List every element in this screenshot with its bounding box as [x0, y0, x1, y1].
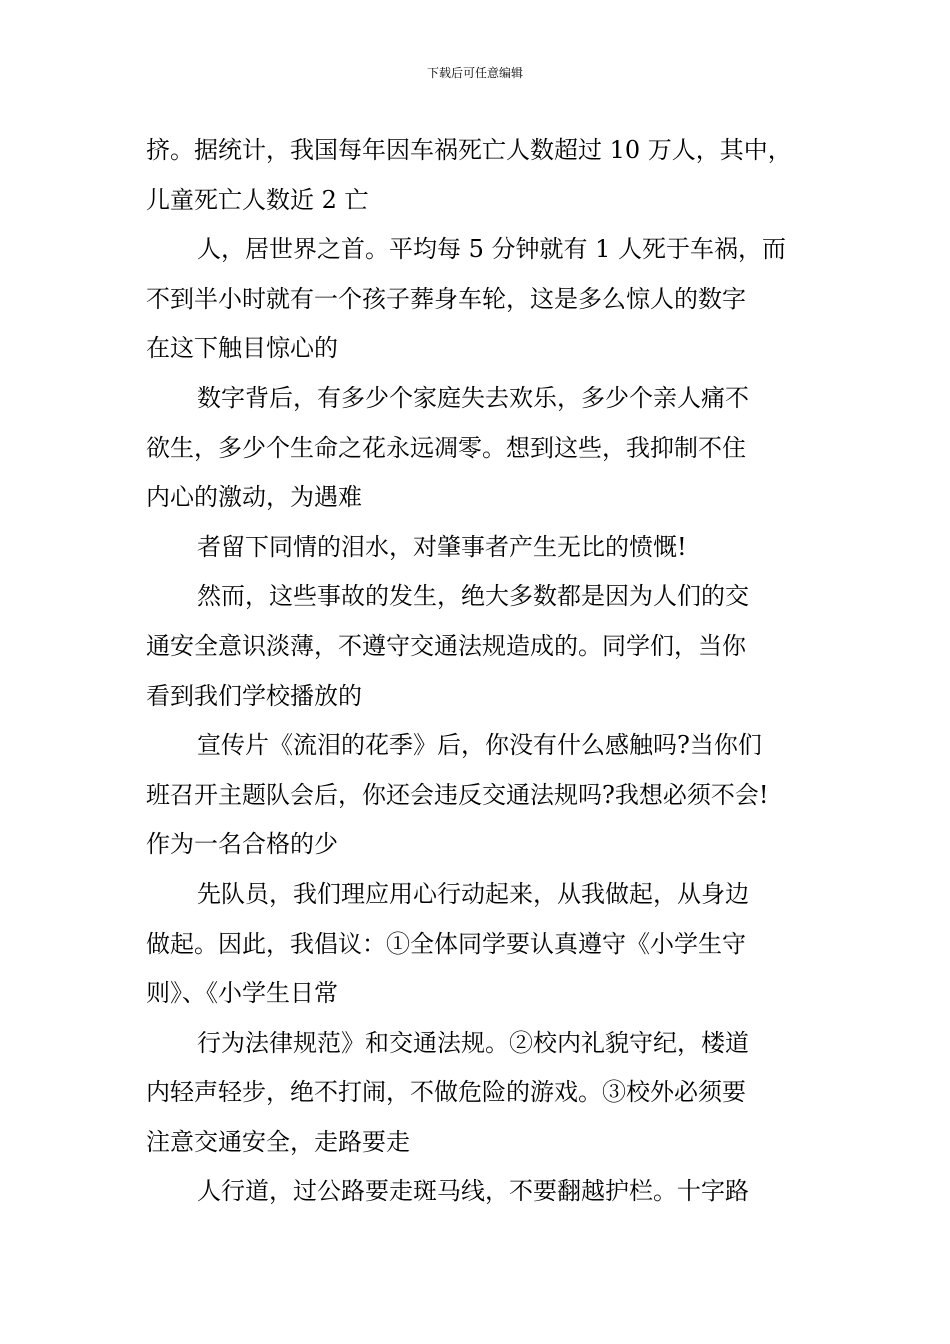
text-line: 注意交通安全，走路要走 — [146, 1127, 410, 1156]
text-line: 班召开主题队会后，你还会违反交通法规吗?我想必须不会! — [146, 780, 769, 809]
text-line: 行为法律规范》和交通法规。②校内礼貌守纪，楼道 — [197, 1028, 749, 1057]
text-line: 则》、《小学生日常 — [146, 979, 338, 1008]
page-header: 下载后可任意编辑 — [426, 66, 523, 80]
text-line: 者留下同情的泪水，对肇事者产生无比的愤慨! — [197, 532, 687, 561]
text-line: 内心的激动，为遇难 — [146, 483, 362, 512]
text-line: 宣传片《流泪的花季》后，你没有什么感触吗?当你们 — [197, 731, 762, 760]
document-body — [146, 126, 816, 1217]
text-line: 挤。据统计，我国每年因车祸死亡人数超过 10 万人，其中， — [146, 136, 792, 164]
text-line: 先队员，我们理应用心行动起来，从我做起，从身边 — [197, 879, 749, 908]
text-line: 然而，这些事故的发生，绝大多数都是因为人们的交 — [197, 582, 749, 611]
text-line: 欲生，多少个生命之花永远凋零。想到这些，我抑制不住 — [146, 433, 746, 462]
text-line: 数字背后，有多少个家庭失去欢乐，多少个亲人痛不 — [197, 383, 749, 412]
text-line: 通安全意识淡薄，不遵守交通法规造成的。同学们，当你 — [146, 631, 746, 660]
text-line: 儿童死亡人数近 2 亡 — [146, 185, 369, 214]
text-line: 不到半小时就有一个孩子葬身车轮，这是多么惊人的数字 — [146, 284, 746, 313]
text-line: 看到我们学校播放的 — [146, 681, 362, 710]
text-line: 内轻声轻步，绝不打闹，不做危险的游戏。③校外必须要 — [146, 1078, 746, 1107]
text-line: 人，居世界之首。平均每 5 分钟就有 1 人死于车祸，而 — [197, 235, 787, 264]
text-line: 作为一名合格的少 — [146, 830, 338, 859]
text-line: 做起。因此，我倡议：①全体同学要认真遵守《小学生守 — [146, 929, 746, 958]
text-line: 人行道，过公路要走斑马线，不要翻越护栏。十字路 — [197, 1177, 749, 1206]
text-line: 在这下触目惊心的 — [146, 334, 338, 363]
